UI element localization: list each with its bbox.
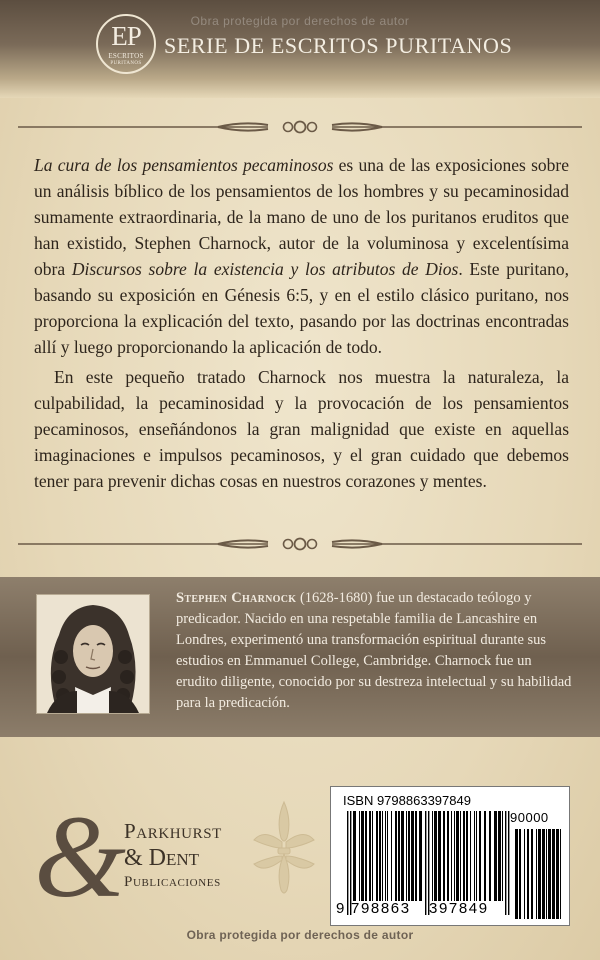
barcode-bar — [411, 811, 414, 901]
barcode-bar — [476, 811, 477, 901]
barcode-bar — [401, 811, 404, 901]
book-description — [34, 152, 569, 494]
barcode-bar — [470, 811, 471, 901]
barcode-bar — [489, 811, 491, 901]
barcode-bar — [456, 811, 459, 901]
barcode-bar — [372, 811, 373, 901]
barcode-bar — [546, 829, 547, 919]
description-text-1a: es una de las exposiciones sobre un análisis bíblico de los pensamientos de los hombres y su pecaminosidad sumamente extraordinaria, de la mano de uno de los puritanos eruditos que han existido, Stephen Charnock, autor de la voluminosa y excelentísima obra — [34, 155, 569, 279]
svg-text:&: & — [34, 800, 126, 910]
barcode-bar — [454, 811, 455, 901]
barcode-bar — [385, 811, 386, 901]
barcode-bar — [498, 811, 501, 901]
ornament-divider-top — [18, 120, 582, 134]
series-title: SERIE DE ESCRITOS PURITANOS — [164, 33, 513, 58]
referenced-work-italic: Discursos sobre la existencia y los atributos de Dios — [71, 259, 459, 279]
barcode-bar — [369, 811, 371, 901]
barcode-bar — [451, 811, 452, 901]
ampersand-logo — [30, 800, 130, 910]
publisher-line-3: Publicaciones — [124, 874, 221, 890]
barcode-bar — [359, 811, 360, 901]
publisher-line-1: Parkhurst — [124, 819, 222, 843]
fleur-de-lis-ornament — [248, 798, 320, 908]
barcode-bar — [536, 829, 537, 919]
book-title-italic: La cura de los pensamientos pecaminosos — [34, 155, 334, 175]
description-paragraph-2: En este pequeño tratado Charnock nos muestra la naturaleza, la culpabilidad, la pecaminosidad y la provocación de los pensamientos pecaminosos, enseñándonos la gran malignidad que existe en aquellas imaginaciones e impulsos pecaminosos, y el gran cuidado que debemos tener para prevenir dichas cosas en nuestros corazones y mentes. — [34, 367, 569, 491]
barcode-bar — [560, 829, 561, 919]
barcode-bar — [353, 811, 356, 901]
barcode-bar — [406, 811, 407, 901]
price-code: 90000 — [510, 810, 549, 825]
isbn-first-digit: 9 — [336, 900, 346, 917]
publisher-line-2: & Dent — [124, 845, 200, 871]
barcode-bar — [408, 811, 410, 901]
barcode-bar — [419, 811, 422, 901]
barcode-bar — [434, 811, 437, 901]
copyright-watermark-top: Obra protegida por derechos de autor — [190, 14, 410, 28]
barcode-bar — [466, 811, 468, 901]
barcode-bar — [531, 829, 533, 919]
ornament-divider-middle — [18, 537, 582, 551]
logo-line-2: PURITANOS — [110, 61, 142, 66]
author-name: Stephen Charnock — [176, 590, 297, 606]
barcode-bar — [432, 811, 433, 901]
barcode-bar — [387, 811, 388, 901]
barcode-bar — [556, 829, 559, 919]
series-logo — [96, 14, 156, 74]
barcode-bar — [548, 829, 551, 919]
barcode-bar — [474, 811, 475, 901]
barcode-bar — [379, 811, 381, 901]
barcode-bar — [494, 811, 497, 901]
barcode-bar — [365, 811, 367, 901]
isbn-label: ISBN 9798863397849 — [343, 793, 471, 808]
barcode-bar — [361, 811, 364, 901]
author-bio — [176, 588, 572, 714]
barcode-bar — [438, 811, 441, 901]
barcode-bar — [382, 811, 383, 901]
copyright-watermark-bottom: Obra protegida por derechos de autor — [186, 928, 414, 942]
barcode-bar — [463, 811, 465, 901]
barcode-bar — [484, 811, 486, 901]
description-text-1b: . Este puritano, basando su exposición en Génesis 6:5, y en el estilo clásico puritano, nos proporciona la explicación del texto, pasando por las doctrinas encontradas allí y luego proporcionando la aplicación de todo. — [34, 259, 569, 357]
barcode-bar — [479, 811, 481, 901]
portrait-illustration — [37, 595, 149, 713]
barcode-bar — [395, 811, 397, 901]
barcode-bar — [398, 811, 400, 901]
barcode-bar — [460, 811, 461, 901]
isbn-digits — [331, 900, 531, 922]
author-bio-text: (1628-1680) fue un destacado teólogo y predicador. Nacido en una respetable familia de Lancashire en Londres, experimentó una transformación espiritual durante sus estudios en Emmanuel College, Cambridge. Charnock fue un erudito diligente, conocido por su destreza intelectual y su habilidad para la predicación. — [176, 590, 572, 711]
logo-line-1: ESCRITOS — [108, 52, 144, 60]
barcode-bar — [538, 829, 541, 919]
barcode-bar — [443, 811, 445, 901]
description-paragraph-1 — [34, 152, 569, 360]
author-portrait — [36, 594, 150, 714]
isbn-barcode — [330, 786, 570, 926]
logo-initials: EP — [111, 21, 141, 51]
barcode-bar — [415, 811, 417, 901]
publisher-name — [124, 819, 222, 891]
barcode-bar — [447, 811, 449, 901]
barcode-bar — [376, 811, 378, 901]
barcode-bar — [552, 829, 555, 919]
barcode-bar — [542, 829, 545, 919]
barcode-bar — [502, 811, 503, 901]
isbn-left-digits: 798863 — [351, 900, 411, 917]
barcode-bar — [391, 811, 392, 901]
isbn-right-digits: 397849 — [429, 900, 489, 917]
